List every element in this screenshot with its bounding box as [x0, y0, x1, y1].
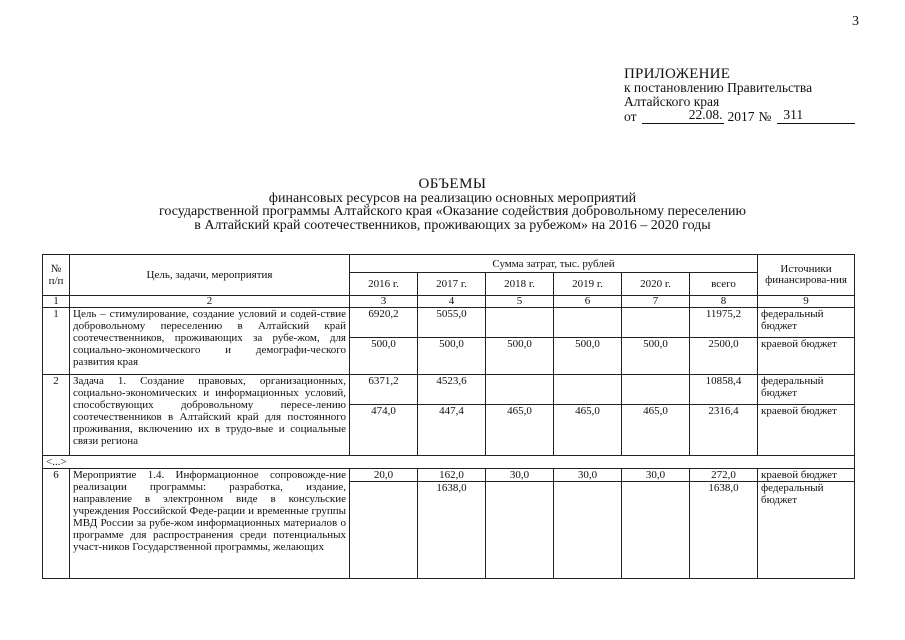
page-number: 3	[852, 14, 859, 29]
header-year: 2019 г.	[554, 273, 622, 296]
value-cell	[554, 308, 622, 338]
header-year: 2020 г.	[622, 273, 690, 296]
header-row-1	[43, 255, 855, 273]
from-label: от	[624, 109, 637, 124]
value-cell	[486, 375, 554, 405]
value-cell: 4523,6	[418, 375, 486, 405]
column-index: 8	[690, 296, 758, 308]
value-cell: 6371,2	[350, 375, 418, 405]
row-description: Задача 1. Создание правовых, организационных, социально-экономических и информационных условий, способствующих добровольному пересе-лению соотечественников в Алтайский край для постоянного проживания, включению их в трудо-вые и социальные связи региона	[70, 375, 350, 456]
header-year: 2018 г.	[486, 273, 554, 296]
table-row	[43, 375, 855, 405]
document-title-line-1: финансовых ресурсов на реализацию основных мероприятий	[268, 190, 637, 206]
decree-number: 311	[777, 109, 855, 124]
source-cell: краевой бюджет	[758, 338, 855, 375]
appendix-block	[624, 67, 855, 124]
value-cell: 500,0	[622, 338, 690, 375]
column-index: 3	[350, 296, 418, 308]
value-cell	[622, 482, 690, 579]
value-cell: 1638,0	[418, 482, 486, 579]
value-cell: 30,0	[554, 469, 622, 482]
value-cell: 500,0	[554, 338, 622, 375]
value-cell: 447,4	[418, 405, 486, 456]
appendix-title: ПРИЛОЖЕНИЕ	[624, 66, 731, 82]
value-cell: 20,0	[350, 469, 418, 482]
total-cell: 10858,4	[690, 375, 758, 405]
value-cell: 465,0	[486, 405, 554, 456]
header-sources: Источники финансирова-ния	[758, 255, 855, 296]
value-cell: 30,0	[622, 469, 690, 482]
total-cell: 2500,0	[690, 338, 758, 375]
value-cell: 500,0	[486, 338, 554, 375]
total-cell: 11975,2	[690, 308, 758, 338]
header-sum: Сумма затрат, тыс. рублей	[350, 255, 758, 273]
header-num: № п/п	[43, 255, 70, 296]
value-cell: 465,0	[622, 405, 690, 456]
document-title-line-3: в Алтайский край соотечественников, проживающих за рубежом» на 2016 – 2020 годы	[194, 217, 711, 233]
value-cell: 30,0	[486, 469, 554, 482]
total-cell: 2316,4	[690, 405, 758, 456]
row-description: Цель – стимулирование, создание условий и содей-ствие добровольному переселению в Алтайский край соотечественников, проживающих за рубе-жом, для социально-экономического и демографи-ческого развития края	[70, 308, 350, 375]
source-cell: федеральный бюджет	[758, 375, 855, 405]
value-cell: 5055,0	[418, 308, 486, 338]
appendix-line-1: к постановлению Правительства	[624, 80, 813, 95]
row-description: Мероприятие 1.4. Информационное сопровожде-ние реализации программы: разработка, издание, направление в электронном виде в консульские учреждения Российской Феде-рации и временные группы МВД России за рубе-жом информационных материалов о программе для распространения среди потенциальных участ-ников Государственной программы, желающих	[70, 469, 350, 579]
value-cell: 465,0	[554, 405, 622, 456]
value-cell	[554, 482, 622, 579]
column-index: 5	[486, 296, 554, 308]
value-cell	[486, 482, 554, 579]
value-cell	[622, 375, 690, 405]
column-index: 4	[418, 296, 486, 308]
column-index: 2	[70, 296, 350, 308]
row-number: 1	[43, 308, 70, 375]
document-title-line-2: государственной программы Алтайского края «Оказание содействия добровольному переселению	[158, 204, 746, 219]
skip-row	[43, 456, 855, 469]
header-total: всего	[690, 273, 758, 296]
row-number: 6	[43, 469, 70, 579]
document-title-main: ОБЪЕМЫ	[418, 176, 487, 192]
value-cell	[350, 482, 418, 579]
column-index: 6	[554, 296, 622, 308]
header-goal: Цель, задачи, мероприятия	[70, 255, 350, 296]
value-cell	[554, 375, 622, 405]
header-year: 2016 г.	[350, 273, 418, 296]
value-cell: 474,0	[350, 405, 418, 456]
document-title	[0, 178, 905, 232]
appendix-line-2: Алтайского края	[624, 94, 720, 109]
total-cell: 272,0	[690, 469, 758, 482]
source-cell: федеральный бюджет	[758, 482, 855, 579]
value-cell: 500,0	[350, 338, 418, 375]
finance-table	[42, 254, 855, 579]
decree-date: 22.08.	[642, 109, 724, 124]
column-index: 9	[758, 296, 855, 308]
column-index: 7	[622, 296, 690, 308]
table-row	[43, 308, 855, 338]
total-cell: 1638,0	[690, 482, 758, 579]
value-cell: 500,0	[418, 338, 486, 375]
number-sign: №	[758, 109, 772, 124]
value-cell: 6920,2	[350, 308, 418, 338]
value-cell: 162,0	[418, 469, 486, 482]
row-number: 2	[43, 375, 70, 456]
appendix-dateline	[624, 109, 855, 124]
decree-year: 2017	[727, 109, 755, 124]
value-cell	[622, 308, 690, 338]
value-cell	[486, 308, 554, 338]
source-cell: краевой бюджет	[758, 405, 855, 456]
source-cell: федеральный бюджет	[758, 308, 855, 338]
table-row	[43, 469, 855, 482]
column-index-row	[43, 296, 855, 308]
column-index: 1	[43, 296, 70, 308]
skip-marker: <...>	[43, 456, 855, 469]
header-year: 2017 г.	[418, 273, 486, 296]
source-cell: краевой бюджет	[758, 469, 855, 482]
